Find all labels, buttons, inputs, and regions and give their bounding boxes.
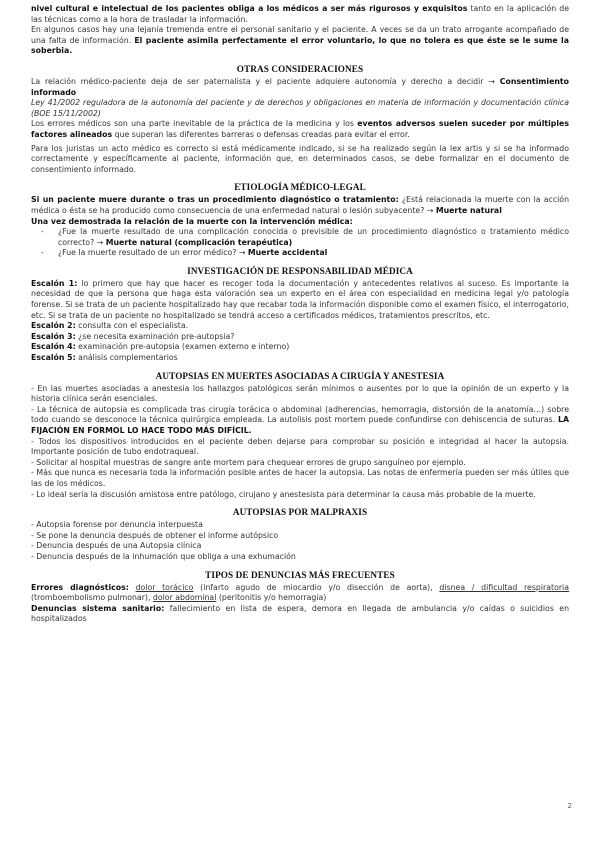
heading-etiologia: ETIOLOGÍA MÉDICO-LEGAL	[234, 182, 366, 193]
autopsias-line-4: - Solicitar al hospital muestras de sangre ante mortem para chequear errores de grupo sanguíneo por ejemplo.	[31, 457, 466, 467]
heading-otras-consideraciones: OTRAS CONSIDERACIONES	[236, 63, 364, 74]
escalon-2: Escalón 2: consulta con el especialista.	[31, 321, 189, 331]
denuncias-errores-diagnosticos: Errores diagnósticos: dolor torácico (infarto agudo de miocardio y/o disección de aorta), disnea / dificultad respiratoria (tromboembolismo pulmonar), dolor abdominal (peritonitis y/o hemorragia)	[31, 582, 569, 603]
list-item: - ¿Fue la muerte resultado de un error médico? → Muerte accidental	[58, 248, 569, 259]
page-number: 2	[567, 802, 572, 810]
law-reference: Ley 41/2002 reguladora de la autonomía del paciente y de derechos y obligaciones en materia de información y documentación clínica (BOE 15/11/2002)	[31, 98, 569, 118]
escalon-5: Escalón 5: análisis complementarios	[31, 353, 178, 363]
autopsias-line-3: - Todos los dispositivos introducidos en el paciente deben dejarse para comprobar su posición e integridad al hacer la autopsia. Importante posición de tubo endotraqueal.	[31, 436, 569, 457]
heading-malpraxis: AUTOPSIAS POR MALPRAXIS	[232, 507, 368, 518]
malpraxis-line-3: - Denuncia después de una Autopsia clínica	[31, 541, 202, 551]
etiologia-paragraph-2: Una vez demostrada la relación de la muerte con la intervención médica:	[31, 216, 353, 226]
denuncias-sistema-sanitario: Denuncias sistema sanitario: fallecimiento en lista de espera, demora en llegada de ambulancia y/o caídas o suicidios en hospitalizados	[31, 603, 570, 624]
malpraxis-line-2: - Se pone la denuncia después de obtener el informe autópsico	[31, 530, 279, 540]
heading-denuncias: TIPOS DE DENUNCIAS MÁS FRECUENTES	[205, 569, 395, 580]
intro-paragraph-1: nivel cultural e intelectual de los pacientes obliga a los médicos a ser más rigurosos y exquisitos tanto en la aplicación de las técnicas como a la hora de trasladar la información.	[31, 4, 569, 24]
otras-paragraph-3: Para los juristas un acto médico es correcto si está médicamente indicado, si se ha realizado según la lex artis y si se ha informado correctamente y específicamente al paciente, información que, en determinados casos, se debe formalizar en el documento de consentimiento informado.	[31, 143, 569, 174]
autopsias-line-1: - En las muertes asociadas a anestesia los hallazgos patológicos serán mínimos o ausentes por lo que la opinión de un experto y la historia clínica serán esenciales.	[31, 383, 569, 404]
heading-autopsias-cirugia: AUTOPSIAS EN MUERTES ASOCIADAS A CIRUGÍA Y ANESTESIA	[155, 370, 445, 381]
etiologia-paragraph-1: Si un paciente muere durante o tras un procedimiento diagnóstico o tratamiento: ¿Está relacionada la muerte con la acción médica o ésta se ha producido como consecuencia de una enfermedad natural o lesión subyacente? → Muerte natural	[31, 195, 570, 215]
malpraxis-line-4: - Denuncia después de la inhumación que obliga a una exhumación	[31, 551, 296, 561]
intro-paragraph-2: En algunos casos hay una lejanía tremenda entre el personal sanitario y el paciente. A veces se da un trato arrogante acompañado de una falta de información. El paciente asimila perfectamente el error voluntario, lo que no tolera es que éste se le sume la soberbia.	[31, 25, 569, 56]
list-item: - ¿Fue la muerte resultado de una complicación conocida o previsible de un procedimiento diagnóstico o tratamiento médico correcto? → Muerte natural (complicación terapéutica)	[58, 227, 569, 248]
otras-paragraph-1: La relación médico-paciente deja de ser paternalista y el paciente adquiere autonomía y derecho a decidir → Consentimiento informado	[31, 76, 569, 97]
malpraxis-line-1: - Autopsia forense por denuncia interpuesta	[31, 520, 203, 530]
escalon-1: Escalón 1: lo primero que hay que hacer es recoger toda la documentación y antecedentes relativos al suceso. Es importante la necesidad de que la persona que haga esta valoración sea un experto en el área con especialidad en medicina legal y/o patología forense. Si se trata de un paciente hospitalizado hay que recabar toda la información disponible como el examen físico, el interrogatorio, etc. Si se trata de un paciente no hospitalizado se tendrá acceso a certificados médicos, tratamientos prescritos, etc.	[31, 278, 569, 320]
autopsias-line-2: - La técnica de autopsia es complicada tras cirugía torácica o abdominal (adherencias, hemorragia, distorsión de la anatomía…) sobre todo cuando se desconoce la técnica quirúrgica empleada. La autolisis post mortem puede confundirse con dehiscencia de suturas. LA FIJACIÓN EN FORMOL LO HACE TODO MÁS DIFÍCIL.	[31, 404, 569, 435]
heading-investigacion: INVESTIGACIÓN DE RESPONSABILIDAD MÉDICA	[187, 265, 413, 276]
etiologia-list	[31, 227, 569, 259]
escalon-3: Escalón 3: ¿se necesita examinación pre-autopsia?	[31, 331, 235, 341]
autopsias-line-6: - Lo ideal sería la discusión amistosa entre patólogo, cirujano y anestesista para determinar la causa más probable de la muerte.	[31, 489, 536, 499]
otras-paragraph-2: Los errores médicos son una parte inevitable de la práctica de la medicina y los eventos adversos suelen suceder por múltiples factores alineados que superan las diferentes barreras o defensas creadas para evitar el error.	[31, 119, 569, 139]
escalon-4: Escalón 4: examinación pre-autopsia (examen externo e interno)	[31, 342, 290, 352]
autopsias-line-5: - Más que nunca es necesaria toda la información posible antes de hacer la autopsia. Las notas de enfermería pueden ser más útiles que las de los médicos.	[31, 468, 569, 488]
